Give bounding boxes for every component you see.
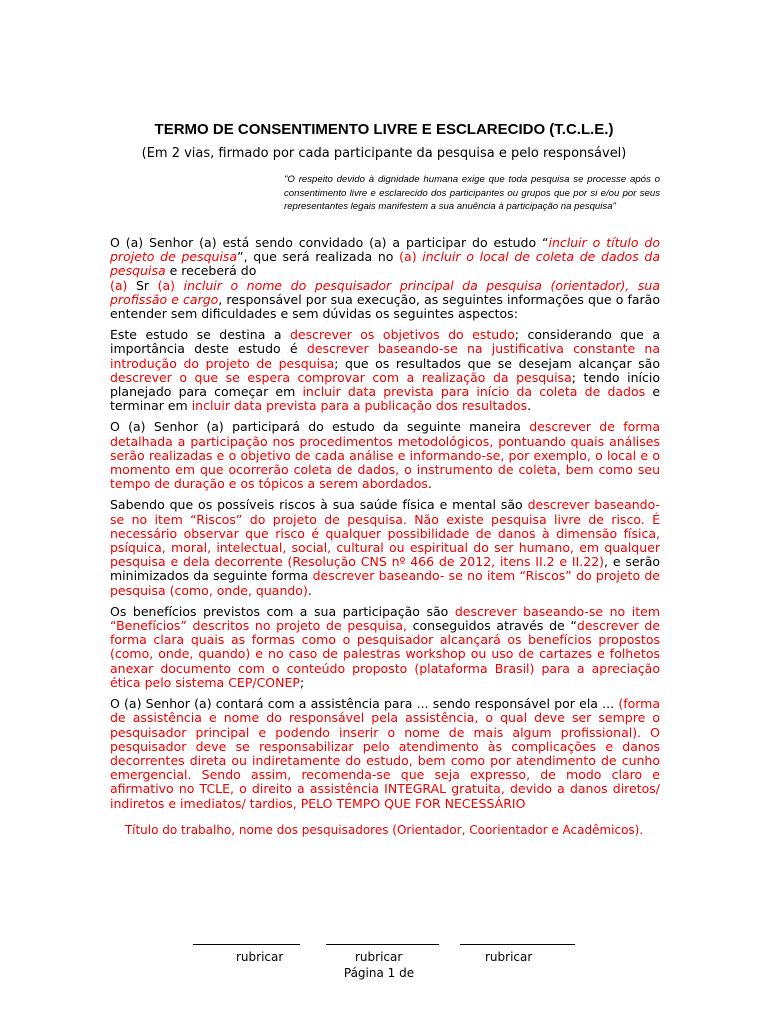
placeholder-project-title: incluir o título do projeto de pesquisa [110,235,660,265]
epigraph-quote: "O respeito devido à dignidade humana exige que toda pesquisa se processe após o consentimento livre e esclarecido dos participantes ou grupos que por si e/ou por seus representantes legais manifestem a sua anuência à participação na pesquisa" [284,174,660,212]
placeholder-justification: descrever baseando-se na justificativa constante na introdução do projeto de pesquisa [110,341,661,371]
text-segment: O (a) Senhor (a) contará com a assistência para ... sendo responsável por ela ... [110,696,619,712]
placeholder-collection-site: incluir o local de coleta de dados da pesquisa [110,249,660,279]
text-segment: ; tendo início planejado para começar em [110,369,660,400]
placeholder-segment: (a) [110,277,136,293]
initial-label: rubricar [355,950,403,964]
text-segment: O (a) Senhor (a) participará do estudo da seguinte maneira [110,419,530,435]
document-title: TERMO DE CONSENTIMENTO LIVRE E ESCLARECIDO (T.C.L.E.) [154,121,614,138]
text-segment: Este estudo se destina a [110,327,290,343]
paragraph-study-purpose [110,328,660,413]
text-segment: ”, que será realizada no [237,249,400,265]
document-subtitle: (Em 2 vias, firmado por cada participante da pesquisa e pelo responsável) [141,146,627,161]
paragraph-benefits [110,605,660,690]
text-segment: , e serão minimizados da seguinte forma [110,554,661,584]
text-segment: conseguidos através de “ [406,618,577,634]
text-segment: e receberá do [165,263,257,279]
placeholder-start-date: incluir data prevista para início da coleta de dados [302,384,646,400]
initial-label: rubricar [236,950,284,964]
text-segment: ; considerando que a importância deste estudo é [110,327,660,357]
placeholder-researcher-name: incluir o nome do pesquisador principal da pesquisa (orientador), sua profissão e cargo [110,277,661,307]
paragraph-invitation [110,236,660,279]
text-segment: Os benefícios previstos com a sua participação são [110,603,455,619]
placeholder-benefit-methods: descrever de forma clara quais as formas como o pesquisador alcançará os benefícios propostos (como, onde, quando) e no caso de palestras workshop ou uso de cartazes e folhetos anexar documento com o conteúdo proposto (plataforma Brasil) para a apreciação ética pelo sistema CEP/CONEP [110,618,661,690]
text-segment: . [427,476,432,492]
placeholder-expected-results: descrever o que se espera comprovar com a realização da pesquisa [110,369,572,385]
text-segment: e terminar em [110,384,661,414]
placeholder-assistance: (forma de assistência e nome do responsável pela assistência, o qual deve ser sempre o pesquisador principal e podendo inserir o nome de mais algum profissional). O pesquisador deve se responsabilizar pelo atendimento às complicações e danos decorrentes direta ou indiretamente do estudo, bem como por atendimento de cunho emergencial. Sendo assim, recomenda-se que seja expresso, de modo claro e afirmativo no TCLE, o direito a assistência INTEGRAL gratuita, devido a danos diretos/ indiretos e imediatos/ tardios, PELO TEMPO QUE FOR NECESSÁRIO [110,696,660,811]
page-number: Página 1 de [343,966,415,980]
placeholder-segment: (a) [399,249,423,265]
placeholder-methodology: descrever de forma detalhada a participação nos procedimentos metodológicos, pontuando quais análises serão realizadas e o objetivo de cada análise e informando-se, por exemplo, o local e o momento em que ocorrerão coleta de dados, o instrumento de coleta, bem como seu tempo de duração e os tópicos a serem abordados [110,419,660,492]
paragraph-researcher [110,279,660,322]
text-segment: ; que os resultados que se desejam alcançar são [334,355,660,371]
placeholder-end-date: incluir data prevista para a publicação dos resultados [191,398,528,414]
text-segment: O (a) Senhor (a) está sendo convidado (a) a participar do estudo “ [110,235,549,250]
text-segment: . [527,398,532,414]
placeholder-objectives: descrever os objetivos do estudo [290,327,515,343]
placeholder-risks: descrever baseando-se no item “Riscos” do projeto de pesquisa. Não existe pesquisa livre de risco. É necessário observar que risco é qualquer possibilidade de danos à dimensão física, psíquica, moral, intelectual, social, cultural ou espiritual do ser humano, em qualquer pesquisa e dela decorrente (Resolução CNS nº 466 de 2012, itens II.2 e II.22) [110,497,660,570]
initial-line [326,944,439,945]
text-segment: Sabendo que os possíveis riscos à sua saúde física e mental são [110,497,528,513]
placeholder-risk-mitigation: descrever baseando- se no item “Riscos” do projeto de pesquisa (como, onde, quando) [110,568,660,598]
document-body [110,236,660,818]
paragraph-assistance [110,697,660,811]
text-segment: , responsável por sua execução, as seguintes informações que o farão entender sem dificuldades e sem dúvidas os seguintes aspectos: [110,291,660,322]
initial-line [193,944,300,945]
initial-label: rubricar [485,950,533,964]
text-segment: Sr [135,277,158,293]
initial-line [460,944,575,945]
paragraph-risks [110,498,660,597]
text-segment: ; [299,674,305,690]
text-segment: . [307,582,312,598]
placeholder-benefits: descrever baseando-se no item “Benefícios” descritos no projeto de pesquisa, [110,603,660,634]
paragraph-participation [110,420,660,491]
work-title-note: Título do trabalho, nome dos pesquisadores (Orientador, Coorientador e Acadêmicos). [124,823,644,837]
placeholder-segment: (a) [157,277,184,293]
